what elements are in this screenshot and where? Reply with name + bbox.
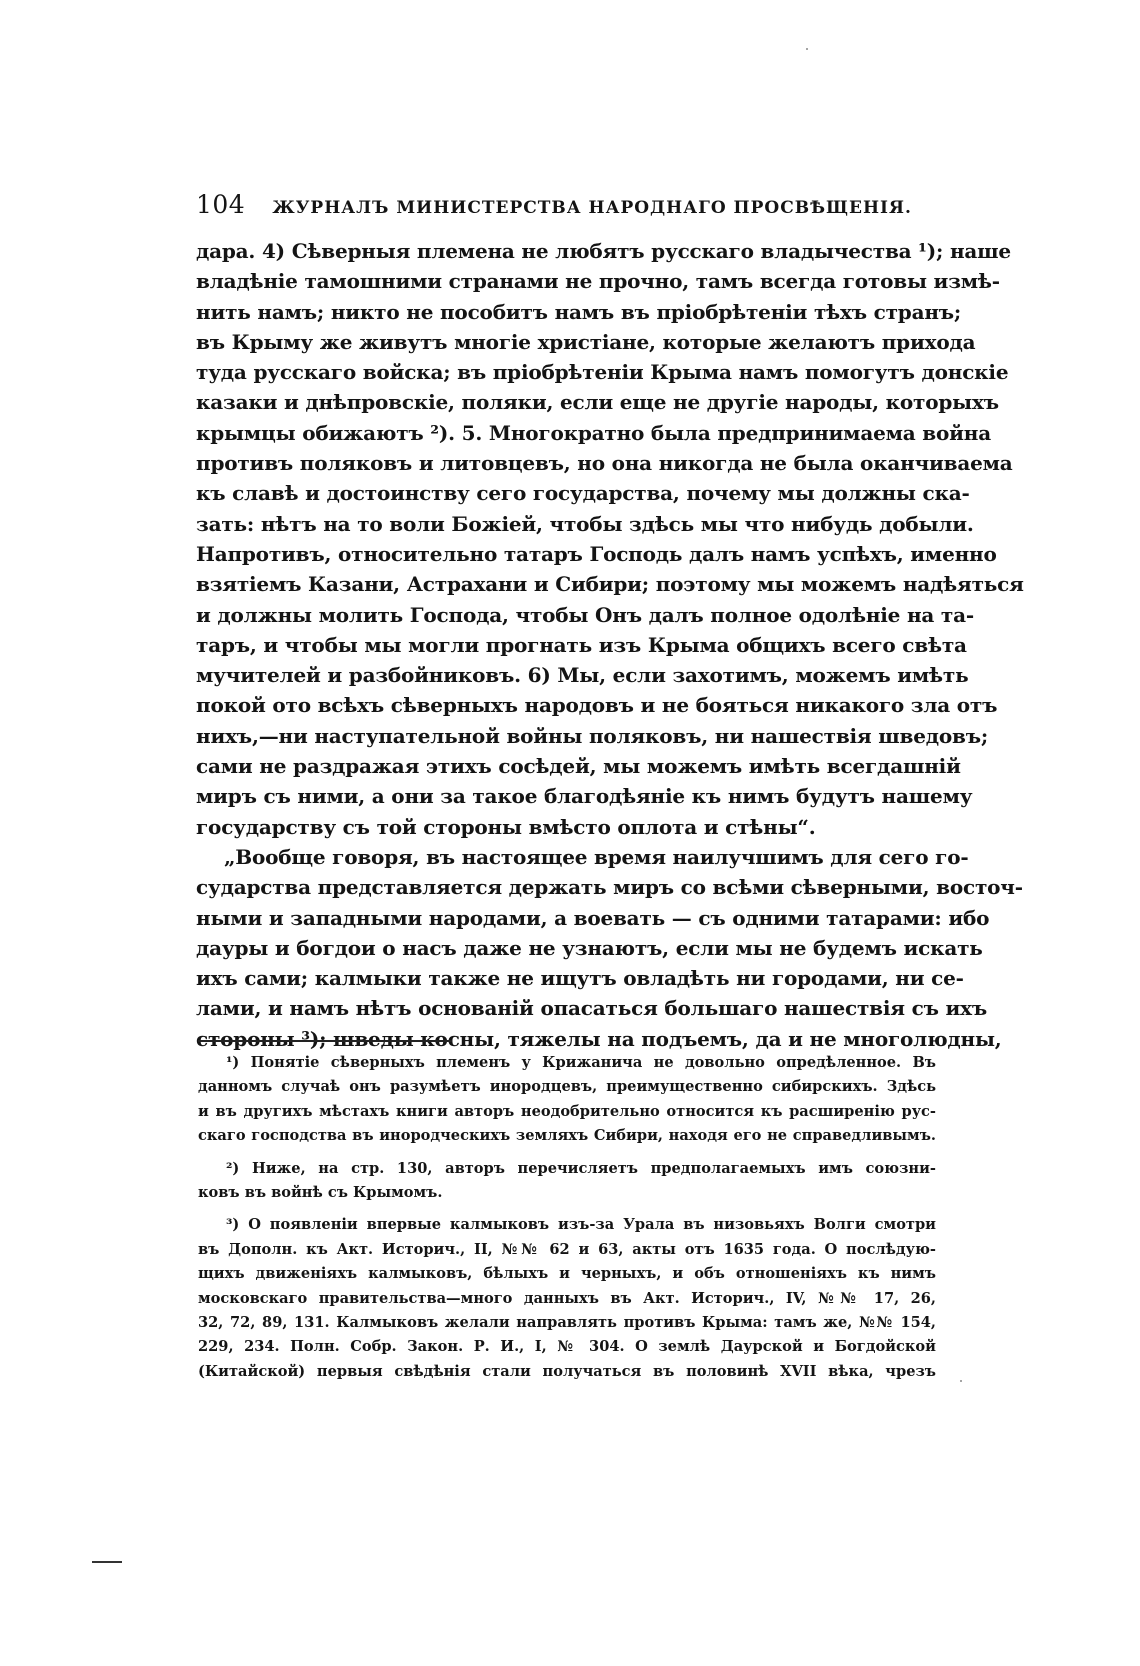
text-line: туда русскаго войска; въ пріобрѣтеніи Крыма намъ помогутъ донскіе [196,360,1009,385]
text-line: Напротивъ, относительно татаръ Господь далъ намъ успѣхъ, именно [196,541,997,566]
text-line: зать: нѣтъ на то воли Божіей, чтобы здѣсь мы что нибудь добыли. [196,511,974,536]
text-line: въ Крыму же живутъ многіе христіане, которые желаютъ прихода [196,329,976,354]
footnote-line: въ Дополн. къ Акт. Историч., II, №№ 62 и 63, акты отъ 1635 года. О послѣдую- [198,1240,936,1258]
text-line: нить намъ; никто не пособитъ намъ въ пріобрѣтеніи тѣхъ странъ; [196,299,962,324]
text-line: и должны молить Господа, чтобы Онъ далъ полное одолѣніе на та- [196,602,974,627]
text-line: лами, и намъ нѣтъ основаній опасаться большаго нашествія съ ихъ [196,996,987,1021]
footnote-line: ³) О появленіи впервые калмыковъ изъ-за Урала въ низовьяхъ Волги смотри [226,1216,936,1234]
footnote-rule [198,1040,452,1042]
scan-speck [960,1380,962,1382]
footnote-line: (Китайской) первыя свѣдѣнія стали получаться въ половинѣ XVII вѣка, чрезъ [198,1362,936,1380]
text-line: ными и западными народами, а воевать — съ одними татарами: ибо [196,905,990,930]
footnote-line: 229, 234. Полн. Собр. Закон. Р. И., I, № 304. О землѣ Даурской и Богдойской [198,1338,936,1356]
footnote-2 [198,1157,936,1206]
text-line: дара. 4) Сѣверныя племена не любятъ русскаго владычества ¹); наше [196,239,1011,263]
margin-mark [92,1561,122,1563]
footnote-line: ковъ въ войнѣ съ Крымомъ. [198,1183,443,1201]
text-line: ихъ сами; калмыки также не ищутъ овладѣть ни городами, ни се- [196,966,964,991]
footnote-1 [198,1051,936,1149]
main-text [196,236,1024,1054]
text-line: крымцы обижаютъ ²). 5. Многократно была предпринимаема война [196,420,991,445]
footnote-line: и въ другихъ мѣстахъ книги авторъ неодобрительно относится къ расширенію рус- [198,1102,936,1120]
footnotes [198,1051,936,1384]
footnote-line: московскаго правительства—много данныхъ въ Акт. Историч., IV, №№ 17, 26, [198,1289,936,1307]
text-line: сами не раздражая этихъ сосѣдей, мы можемъ имѣть всегдашній [196,754,961,779]
text-line: таръ, и чтобы мы могли прогнать изъ Крыма общихъ всего свѣта [196,632,967,657]
running-title: ЖУРНАЛЪ МИНИСТЕРСТВА НАРОДНАГО ПРОСВѢЩЕНІЯ. [272,198,912,218]
footnote-line: 32, 72, 89, 131. Калмыковъ желали направлять противъ Крыма: тамъ же, №№ 154, [198,1313,936,1331]
text-line: „Вообще говоря, въ настоящее время наилучшимъ для сего го- [224,844,969,869]
page-number: 104 [196,190,246,219]
text-line: мучителей и разбойниковъ. 6) Мы, если захотимъ, можемъ имѣть [196,663,969,688]
text-line: сударства представляется держать миръ со всѣми сѣверными, восточ- [196,875,1023,900]
scan-speck [806,48,808,50]
footnote-line: данномъ случаѣ онъ разумѣетъ инородцевъ, преимущественно сибирскихъ. Здѣсь [198,1078,936,1096]
footnote-line: ²) Ниже, на стр. 130, авторъ перечисляетъ предполагаемыхъ имъ союзни- [226,1159,936,1177]
text-line: къ славѣ и достоинству сего государства, почему мы должны ска- [196,481,970,506]
footnote-line: скаго господства въ инородческихъ земляхъ Сибири, находя его не справедливымъ. [198,1127,936,1145]
text-line: государству съ той стороны вмѣсто оплота и стѣны“. [196,814,816,839]
text-line: взятіемъ Казани, Астрахани и Сибири; поэтому мы можемъ надѣяться [196,572,1024,597]
text-line: нихъ,—ни наступательной войны поляковъ, ни нашествія шведовъ; [196,723,989,748]
text-line: дауры и богдои о насъ даже не узнаютъ, если мы не будемъ искать [196,935,983,960]
text-line: стороны ³); шведы косны, тяжелы на подъемъ, да и не многолюдны, [196,1026,1002,1051]
footnote-line: щихъ движеніяхъ калмыковъ, бѣлыхъ и черныхъ, и объ отношеніяхъ къ нимъ [198,1265,936,1283]
footnote-3 [198,1213,936,1384]
text-line: покой ото всѣхъ сѣверныхъ народовъ и не бояться никакого зла отъ [196,693,998,718]
page-header [196,190,936,224]
text-line: казаки и днѣпровскіе, поляки, если еще не другіе народы, которыхъ [196,390,999,415]
text-line: владѣніе тамошними странами не прочно, тамъ всегда готовы измѣ- [196,269,1000,294]
footnote-line: ¹) Понятіе сѣверныхъ племенъ у Крижанича не довольно опредѣленное. Въ [226,1054,936,1071]
text-line: противъ поляковъ и литовцевъ, но она никогда не была оканчиваема [196,451,1013,476]
text-line: миръ съ ними, а они за такое благодѣяніе къ нимъ будутъ нашему [196,784,973,809]
